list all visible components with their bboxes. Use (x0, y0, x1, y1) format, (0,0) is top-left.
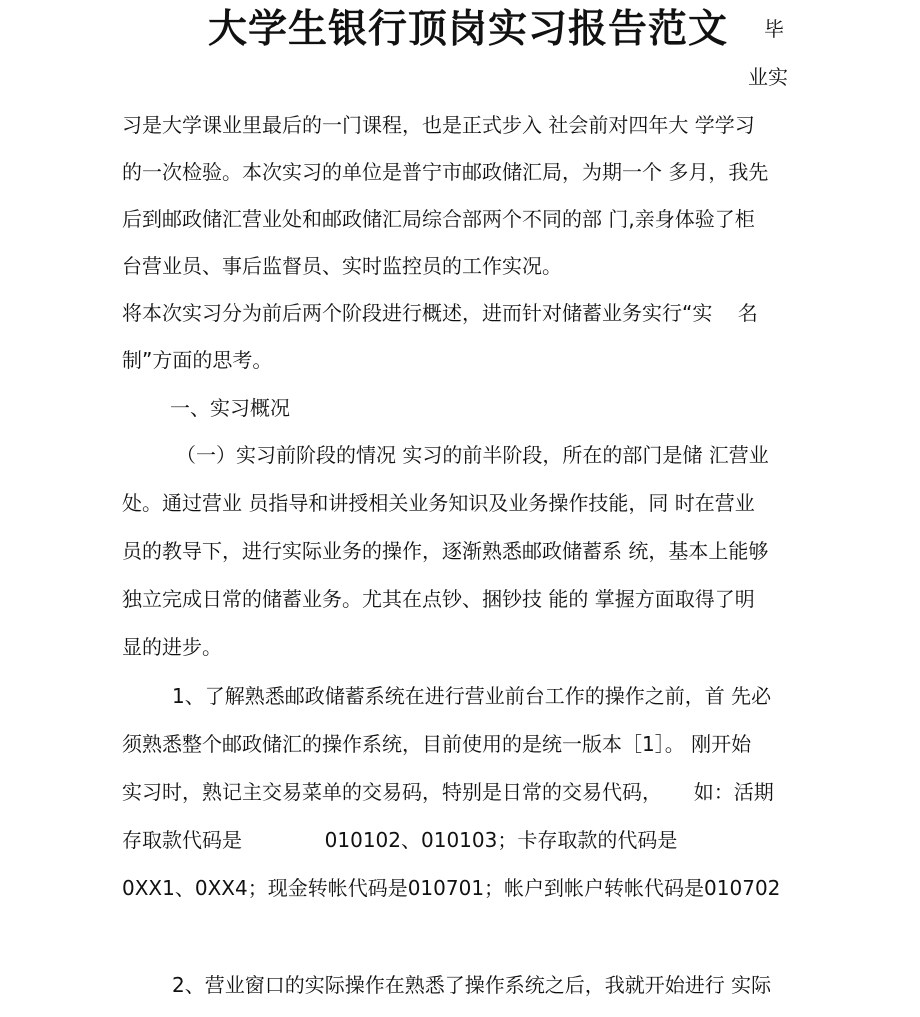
text-line: 将本次实习分为前后两个阶段进行概述，进而针对储蓄业务实行“实 名 (122, 301, 758, 325)
text-line: 实习时，熟记主交易菜单的交易码，特别是日常的交易代码， 如：活期 (122, 780, 774, 804)
text-line: 后到邮政储汇营业处和邮政储汇局综合部两个不同的部 门,亲身体验了柜 (122, 207, 755, 231)
text-line: 的一次检验。本次实习的单位是普宁市邮政储汇局，为期一个 多月，我先 (122, 160, 769, 184)
text-line: 制”方面的思考。 (122, 348, 273, 372)
text-line: 处。通过营业 员指导和讲授相关业务知识及业务操作技能，同 时在营业 (122, 491, 755, 515)
text-line: 业实 (748, 65, 788, 89)
numbered-paragraph: 1、了解熟悉邮政储蓄系统在进行营业前台工作的操作之前，首 先必 (172, 684, 772, 708)
text-line: 显的进步。 (122, 635, 222, 659)
text-line: 员的教导下，进行实际业务的操作，逐渐熟悉邮政储蓄系 统，基本上能够 (122, 539, 769, 563)
subsection-heading: （一）实习前阶段的情况 实习的前半阶段，所在的部门是储 汇营业 (176, 443, 769, 467)
text-line: 习是大学课业里最后的一门课程，也是正式步入 社会前对四年大 学学习 (122, 113, 755, 137)
text-line: 存取款代码是 010102、010103；卡存取款的代码是 (122, 828, 678, 852)
text-line: 0XX1、0XX4；现金转帐代码是010701；帐户到帐户转帐代码是010702 (122, 876, 781, 900)
title-trailing-text: 毕 (764, 17, 784, 41)
section-heading: 一、实习概况 (170, 396, 290, 420)
text-line: 须熟悉整个邮政储汇的操作系统，目前使用的是统一版本［1］。 刚开始 (122, 732, 752, 756)
text-line: 台营业员、事后监督员、实时监控员的工作实况。 (122, 254, 562, 278)
text-line: 独立完成日常的储蓄业务。尤其在点钞、捆钞技 能的 掌握方面取得了明 (122, 587, 755, 611)
numbered-paragraph: 2、营业窗口的实际操作在熟悉了操作系统之后，我就开始进行 实际 (172, 973, 772, 997)
document-title: 大学生银行顶岗实习报告范文 (208, 7, 729, 52)
